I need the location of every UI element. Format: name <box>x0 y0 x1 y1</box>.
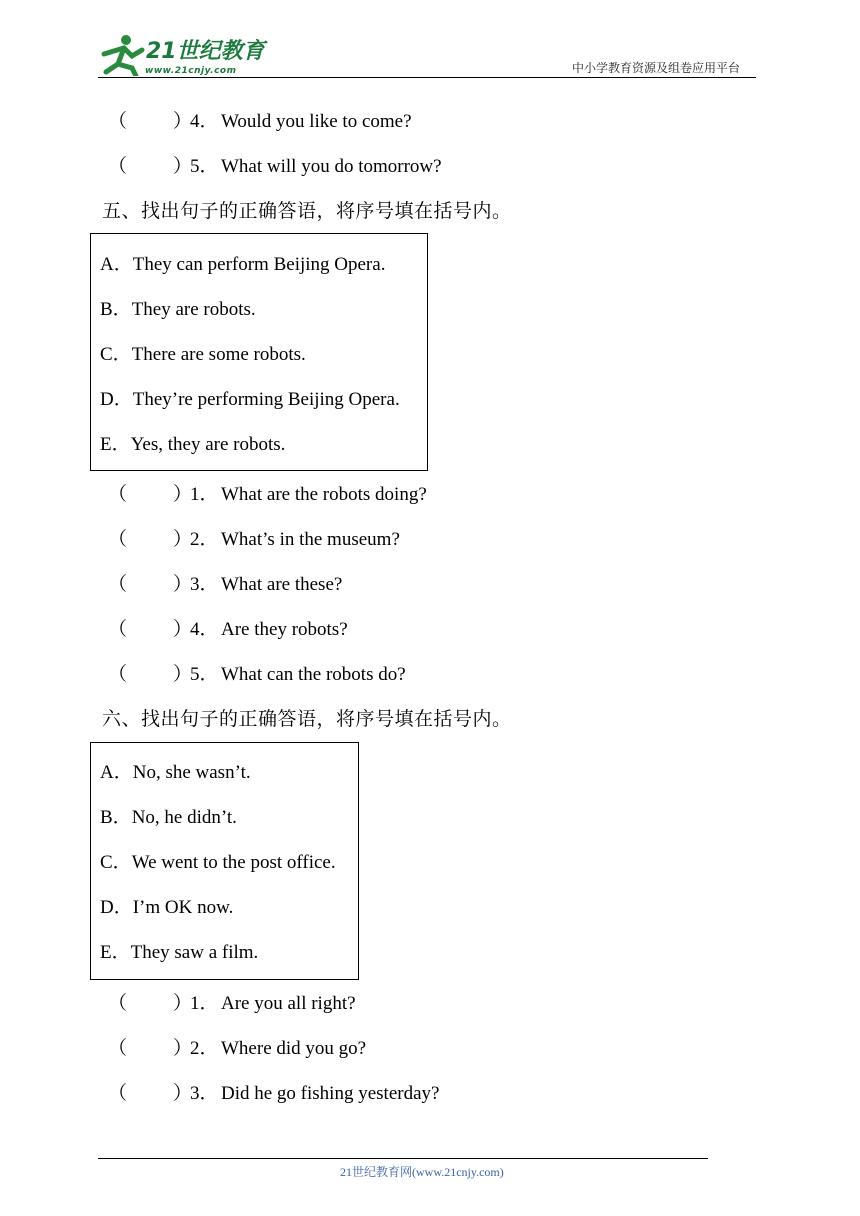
option-text: They are robots. <box>131 299 256 320</box>
option-label: B． <box>100 807 132 828</box>
header-right-text: 中小学教育资源及组卷应用平台 <box>572 61 741 75</box>
option-item <box>100 942 258 964</box>
question-item <box>108 111 608 133</box>
option-item <box>100 299 256 321</box>
section-heading: 五、找出句子的正确答语，将序号填在括号内。 <box>102 201 512 222</box>
option-text: No, she wasn’t. <box>132 762 251 783</box>
option-label: A． <box>100 762 133 783</box>
answer-paren-close: ） <box>173 1083 193 1104</box>
question-item <box>108 484 608 506</box>
answer-paren-open: （ <box>108 993 128 1014</box>
option-item <box>100 762 251 784</box>
option-label: A． <box>100 254 133 275</box>
question-number: 3． <box>190 574 219 595</box>
answer-paren-close: ） <box>173 156 193 177</box>
question-item <box>108 664 608 686</box>
question-item <box>108 619 608 641</box>
answer-paren-open: （ <box>108 619 128 640</box>
answer-paren-open: （ <box>108 664 128 685</box>
question-text: What are these? <box>221 574 343 595</box>
question-text: What can the robots do? <box>221 664 406 685</box>
header <box>0 0 860 85</box>
option-text: No, he didn’t. <box>131 807 237 828</box>
question-number: 4． <box>190 619 219 640</box>
logo-runner-icon <box>96 34 148 76</box>
question-text: Are you all right? <box>221 993 356 1014</box>
answer-paren-close: ） <box>173 574 193 595</box>
question-text: What are the robots doing? <box>221 484 427 505</box>
option-text: We went to the post office. <box>131 852 336 873</box>
answer-paren-close: ） <box>173 111 193 132</box>
question-text: Did he go fishing yesterday? <box>221 1083 440 1104</box>
question-text: Are they robots? <box>221 619 348 640</box>
question-item <box>108 1083 608 1105</box>
answer-paren-close: ） <box>173 484 193 505</box>
question-number: 4． <box>190 111 219 132</box>
option-label: C． <box>100 344 132 365</box>
answer-paren-open: （ <box>108 484 128 505</box>
option-label: E． <box>100 942 131 963</box>
section-heading: 六、找出句子的正确答语，将序号填在括号内。 <box>102 709 512 730</box>
option-item <box>100 254 385 276</box>
option-item <box>100 852 336 874</box>
answer-paren-close: ） <box>173 1038 193 1059</box>
option-item <box>100 434 285 456</box>
option-label: D． <box>100 897 133 918</box>
option-text: They saw a film. <box>130 942 259 963</box>
option-item <box>100 389 400 411</box>
answer-paren-close: ） <box>173 664 193 685</box>
answer-paren-open: （ <box>108 111 128 132</box>
question-text: What’s in the museum? <box>221 529 400 550</box>
option-text: They can perform Beijing Opera. <box>132 254 386 275</box>
option-text: Yes, they are robots. <box>130 434 286 455</box>
options-box <box>90 233 428 471</box>
answer-paren-close: ） <box>173 993 193 1014</box>
option-item <box>100 807 237 829</box>
option-label: E． <box>100 434 131 455</box>
question-text: What will you do tomorrow? <box>221 156 442 177</box>
option-text: There are some robots. <box>131 344 306 365</box>
question-text: Where did you go? <box>221 1038 367 1059</box>
question-item <box>108 1038 608 1060</box>
answer-paren-close: ） <box>173 619 193 640</box>
question-item <box>108 574 608 596</box>
logo-url-text: www.21cnjy.com <box>145 66 237 76</box>
question-number: 2． <box>190 1038 219 1059</box>
option-text: They’re performing Beijing Opera. <box>132 389 400 410</box>
answer-paren-open: （ <box>108 529 128 550</box>
answer-paren-close: ） <box>173 529 193 550</box>
question-number: 1． <box>190 484 219 505</box>
logo-main-text: 21世纪教育 <box>146 39 265 64</box>
option-item <box>100 344 306 366</box>
answer-paren-open: （ <box>108 1038 128 1059</box>
question-text: Would you like to come? <box>221 111 412 132</box>
footer-rule <box>98 1158 708 1159</box>
question-item <box>108 993 608 1015</box>
question-number: 3． <box>190 1083 219 1104</box>
option-label: C． <box>100 852 132 873</box>
question-number: 2． <box>190 529 219 550</box>
question-item <box>108 529 608 551</box>
question-number: 5． <box>190 664 219 685</box>
question-number: 1． <box>190 993 219 1014</box>
option-label: B． <box>100 299 132 320</box>
option-text: I’m OK now. <box>132 897 234 918</box>
option-item <box>100 897 233 919</box>
answer-paren-open: （ <box>108 156 128 177</box>
answer-paren-open: （ <box>108 1083 128 1104</box>
question-item <box>108 156 608 178</box>
footer-text[interactable]: 21世纪教育网(www.21cnjy.com) <box>340 1165 504 1179</box>
header-rule <box>98 77 756 78</box>
option-label: D． <box>100 389 133 410</box>
answer-paren-open: （ <box>108 574 128 595</box>
question-number: 5． <box>190 156 219 177</box>
options-box <box>90 742 359 980</box>
